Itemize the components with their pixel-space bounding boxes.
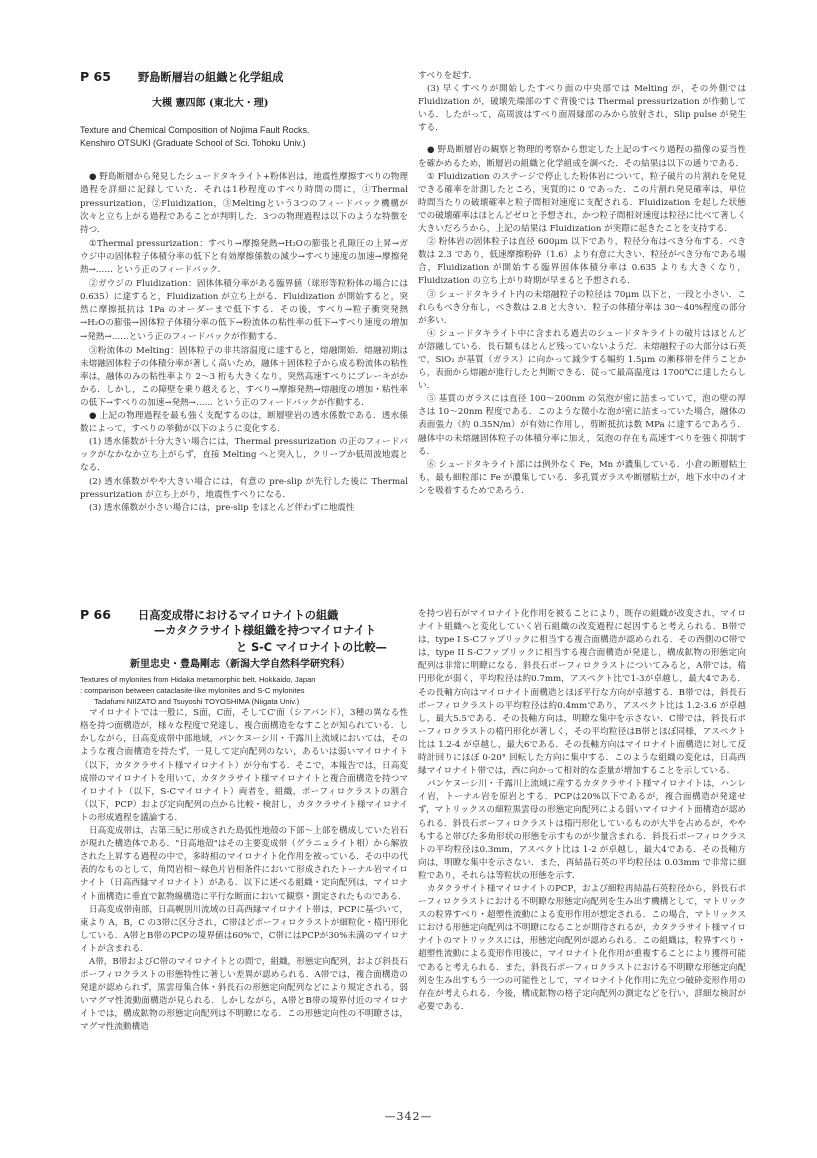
p66-title-line2: —カタクラサイト様組織を持つマイロナイト [154, 624, 376, 638]
paragraph: (3) 透水係数が小さい場合には，pre-slip をほとんど伴わずに地震性 [89, 502, 355, 513]
paragraph: すべりを起す． [418, 71, 478, 81]
p65-title-row [80, 70, 408, 84]
paragraph: ② 粉体岩の固体粒子は直径 600μm 以下であり，粒径分布はべき分布する．べき数は 2.3 であり，低速摩擦粉砕（1.6）より有意に大きい．粒径がべき分布である場合，Fluidization が開始する臨界固体体積分率は 0.635 よりも大きくなり，Fluidization の立ち上がり時期が早まると予想される． [418, 237, 746, 287]
paragraph: A帯，B帯およびC帯のマイロナイトとの間で，組織，形態定向配列，および斜長石ポーフィロクラストの形態特性に著しい差異が認められる．A帯では，複合面構造の発達が認められず，黒雲母集合体・斜長石の形態定向配列などにより規定される，弱いマグマ性流動面構造が見られる．しかしながら，A帯とB帯の境界付近のマイロナイトでは，構成鉱物の形態定向配列は不明瞭になる．この形態定向性の不明瞭さは，マグマ性流動構造 [80, 956, 408, 1033]
paragraph: (1) 透水係数が十分大きい場合には，Thermal pressurization の正のフィードバックがなかなか立ち上がらず，直接 Melting へと突入し，クリープか低周波地震となる． [80, 437, 408, 474]
paragraph: ③ シュードタキライト内の未熔融粒子の粒径は 70μm 以下と，一段と小さい．これらもべき分布し，べき数は 2.8 と大きい．粒子の体積分率は 30〜40%程度の部分が多い． [418, 289, 746, 326]
p66-english-line1: Textures of mylonites from Hidaka metamorphic belt, Hokkaido, Japan [80, 675, 316, 685]
p66-number: P 66 [80, 607, 111, 622]
paragraph: を持つ岩石がマイロナイト化作用を被ることにより，既存の組織が改変され，マイロナイト組織へと変化していく岩石組織の改変過程に起因すると考えられる．B帯では，type I S-Cファブリックに相当する複合面構造が認められる．その西側のC帯では，type II S-Cファブリックに相当する複合面構造が発達し，構成鉱物の形態定向配列は非常に明瞭になる．斜長石ポーフィロクラストについてみると，A帯では，楕円形化が弱く，平均粒径は約0.7mm，アスペクト比で1-3が卓越し，最大4である．その長軸方向はマイロナイト面構造とほぼ平行な方向が卓越する．B帯では，斜長石ポーフィロクラストの平均粒径は約0.4mmであり，アスペクト比は 1.2-3.6 が卓越し，最大5.5である．その長軸方向は，明瞭な集中を示さない．C帯では，斜長石ポーフィロクラストの楕円形化が著しく，その平均粒径はB帯とほぼ同様，アスペクト比は 1.2-4 が卓越し，最大6である．その長軸方向はマイロナイト面構造に対して反時計回りにほぼ 0-20° 回転した方向に集中する．このような組織の変化は，日高西縁マイロナイト帯では，西に向かって相対的な歪量が増加することを示している． [418, 609, 746, 777]
p65-english-title: Texture and Chemical Composition of Nojima Fault Rocks. [80, 125, 310, 136]
paragraph: ④ シュードタキライト中に含まれる過去のシュードタキライトの破片はほとんどが溶融している．長石類もほとんど残っていないようだ．未熔融粒子の大部分は石英で，SiO₂ が基質（ガラス）に向かって減少する幅約 1.5μm の漸移帯を伴うことから，表面から熔融が進行したと判断できる．従って最高温度は 1700℃に達したらしい． [418, 328, 746, 392]
paragraph: 日高変成帯南部，日高幌別川流域の日高西縁マイロナイト帯は，PCPに基づいて，東より A，B，C の3帯に区分され，C帯ほどポーフィロクラストが細粒化・楕円形化している．A帯とB帯のPCPの境界値は60%で，C帯にはPCPが30%未満のマイロナイトが含まれる． [80, 904, 408, 954]
paragraph: (3) 早くすべりが開始したすべり面の中央部では Melting が，その外側では Fluidization が，破壊先端部のすぐ背後では Thermal pressurization が作動している．したがって，高周波はすべり面周縁部のみから放射され，Slip pulse が発生する． [418, 84, 746, 134]
paragraph: ● 上記の物理過程を最も強く支配するのは，断層壁岩の透水係数である．透水係数によって，すべりの挙動が以下のように変化する． [80, 411, 408, 435]
p66-title-row [80, 608, 408, 622]
paragraph: (2) 透水係数がやや大きい場合には，有意の pre-slip が先行した後に Thermal pressurization が立ち上がり，地震性すべりになる． [80, 476, 408, 500]
p66-english-line2: : comparison between cataclasite-like mylonites and S-C mylonites [80, 686, 305, 696]
p65-right-column [418, 70, 746, 498]
p66-left-column [80, 608, 408, 1035]
p66-right-column [418, 608, 746, 1014]
paragraph: ②ガウジの Fluidization：固体体積分率がある臨界値（球形等粒粉体の場合には 0.635）に達すると，Fluidization が立ち上がる．Fluidization が開始すると，突然に摩擦抵抗は 1Pa のオーダーまで低下する．その後，すべり→粒子衝突発熱→H₂Oの膨張→固体粒子体積分率の低下→粉流体の粘性率の低下→すべり速度の増加→発熱→……という正のフィードバックが作動する． [80, 279, 408, 342]
paragraph: 日高変成帯は，古第三紀に形成された島弧性地殻の下部〜上部を構成していた岩石が現れた構造体である．"日高地殻"はその主要変成帯（グラニュライト相）から解放された上昇する過程の中で，多時相のマイロナイト化作用を被っている．その中の代表的なものとして，角閃岩相〜緑色片岩相条件において形成されたトーナル岩マイロナイト（日高西縁マイロナイト）がある．以下に述べる組織・定向配列は，マイロナイト面構造に垂直で鉱物線構造に平行な断面において観察・測定されたものである． [80, 826, 408, 902]
p65-title: 野島断層岩の組織と化学組成 [138, 71, 284, 84]
page-number: —342— [384, 1110, 433, 1123]
p65-author: 大槻 憲四郎 (東北大・理) [152, 98, 269, 110]
p66-left-body [80, 707, 408, 1034]
paragraph: カタクラサイト様マイロナイトのPCP，および細粒再結晶石英粒径から，斜長石ポーフィロクラストにおける不明瞭な形態定向配列を生み出す機構として，マトリックスの粒界すべり・超塑性流動による変形作用が想定される．この場合，マトリックスにおける形態定向配列は不明瞭になることが期待されるが，カタクラサイト様マイロナイトのマトリックスには，形態定向配列が認められる．この組織は，粒界すべり・超塑性流動による変形作用後に，マイロナイト化作用が重複することにより獲得可能であると考えられる．また，斜長石ポーフィロクラストにおける不明瞭な形態定向配列を生み出すもう一つの可能性として，マイロナイト化作用に先立つ破砕変形作用の存在が考えられる．今後，構成鉱物の格子定向配列の測定などを行い，詳細な検討が必要である． [418, 883, 746, 1012]
paragraph: ① Fluidization のステージで停止した粉体岩について，粒子破片の片割れを発見できる確率を計測したところ，実質的に 0 であった．この片割れ発見確率は，単位時間当たりの破壊確率と粒子間相対速度に支配される．Fluidization を起した状態での破壊確率はほとんどゼロと予想され，かつ粒子間相対速度は粒径に比べて著しく大きいだろうから，上記の結果は Fluidization が実際に起きたことを支持する． [418, 171, 746, 235]
p65-number: P 65 [80, 69, 111, 84]
p66-title-line1: 日高変成帯におけるマイロナイトの組織 [138, 609, 339, 622]
p65-left-body [80, 171, 408, 514]
p66-english-author: Tadafumi NIIZATO and Tsuyoshi TOYOSHIMA (Niigata Univ.) [94, 697, 300, 707]
p65-left-column [80, 70, 408, 515]
p66-title-line3: と S-C マイロナイトの比較— [236, 641, 387, 655]
paragraph: パンケヌーシ川・千露川上流域に産するカタクラサイト様マイロナイトは，ハンレイ岩，トーナル岩を原岩とする．PCPは20%以下であるが，複合面構造が発達せず，マトリックスの細粒黒雲母の形態定向配列による弱いマイロナイト面構造が認められる．斜長石ポーフィロクラストは楕円形化しているものが大半を占めるが，ややもすると帯びた多角形状の形態を示すものが少量含まれる．斜長石ポーフィロクラストの平均粒径は0.3mm，アスペクト比は 1-2 が卓越し，最大4である．その長軸方向は，明瞭な集中を示さない．また，再結晶石英の平均粒径は 0.03mm で非常に細粒であり，それらは等粒状の形態を示す． [418, 779, 746, 881]
paragraph: ①Thermal pressurization：すべり→摩擦発熱→H₂Oの膨張と孔隙圧の上昇→ガウジ中の固体粒子体積分率の低下と有効摩擦係数の減少→すべり速度の加速→摩擦発熱→…… という正のフィードバック． [80, 238, 408, 276]
paragraph: ● 野島断層から発見したシュードタキライト+粉体岩は，地震性摩擦すべりの物理過程を詳細に記録していた．それは1秒程度のすべり時間の間に，①Thermal pressurization，②Fluidization，③Meltingという3つのフィードバック機構が次々と立ち上がる過程であることが判明した．3つの物理過程は以下のような特徴を持つ． [80, 172, 408, 235]
paragraph: ⑤ 基質のガラスには直径 100〜200nm の気泡が密に詰まっていて，泡の壁の厚さは 10〜20nm 程度である．このような微小な泡が密に詰まっていた場合，融体の表面張力（約 0.35N/m）が有効に作用し，剪断抵抗は数 MPa に達するであろう．融体中の未熔融固体粒子の体積分率に加え，気泡の存在も高速すべりを強く抑制する． [418, 394, 746, 457]
p66-author: 新里忠史・豊島剛志（新潟大学自然科学研究科） [130, 659, 350, 671]
p65-english-author: Kenshiro OTSUKI (Graduate School of Sci. Tohoku Univ.) [80, 137, 306, 148]
paragraph: ● 野島断層岩の観察と物理的考察から想定した上記のすべり過程の描像の妥当性を確かめるため，断層岩の組織と化学組成を調べた．その結果は以下の通りである． [418, 145, 746, 169]
paragraph: ⑥ シュードタキライト部には例外なく Fe，Mn が濃集している．小倉の断層粘土も，最も細粒部に Fe が濃集している．多孔質ガラスや断層粘土が，地下水中のイオンを吸着するためであろう． [418, 459, 746, 496]
paragraph: マイロナイトでは一般に，S面，C面，そしてC'面（シアバンド），3種の異なる性格を持つ面構造が，様々な程度で発達し，複合面構造をなすことが知られている．しかしながら，日高変成帯中部地域，パンケヌーシ川・千露川上流域においては，そのような複合面構造を持たず，一見して定向配列のない，あるいは弱いマイロナイト（以下，カタクラサイト様マイロナイト）が分布する．そこで，本報告では，日高変成帯のマイロナイトを用いて，カタクラサイト様マイロナイトと複合面構造を持つマイロナイト（以下，S-Cマイロナイト）両者を，組織，ポーフィロクラストの割合（以下，PCP）および定向配列の点から比較・検討し，カタクラサイト様マイロナイトの形成過程を議論する． [80, 708, 408, 823]
paragraph: ③粉流体の Melting：固体粒子の非共溶温度に達すると，熔融開始．熔融初期は未熔融固体粒子の体積分率が著しく高いため，融体＋固体粒子から成る粉流体の粘性率は，融体のみの粘性率より 2〜3 桁も大きくなり，突然高速すべりにブレーキがかかる．しかし，この障壁を乗り越えると，すべり→摩擦発熱→熔融度の増加・粘性率の低下→すべりの加速→発熱→…… という正のフィードバックが作動する． [80, 345, 408, 408]
